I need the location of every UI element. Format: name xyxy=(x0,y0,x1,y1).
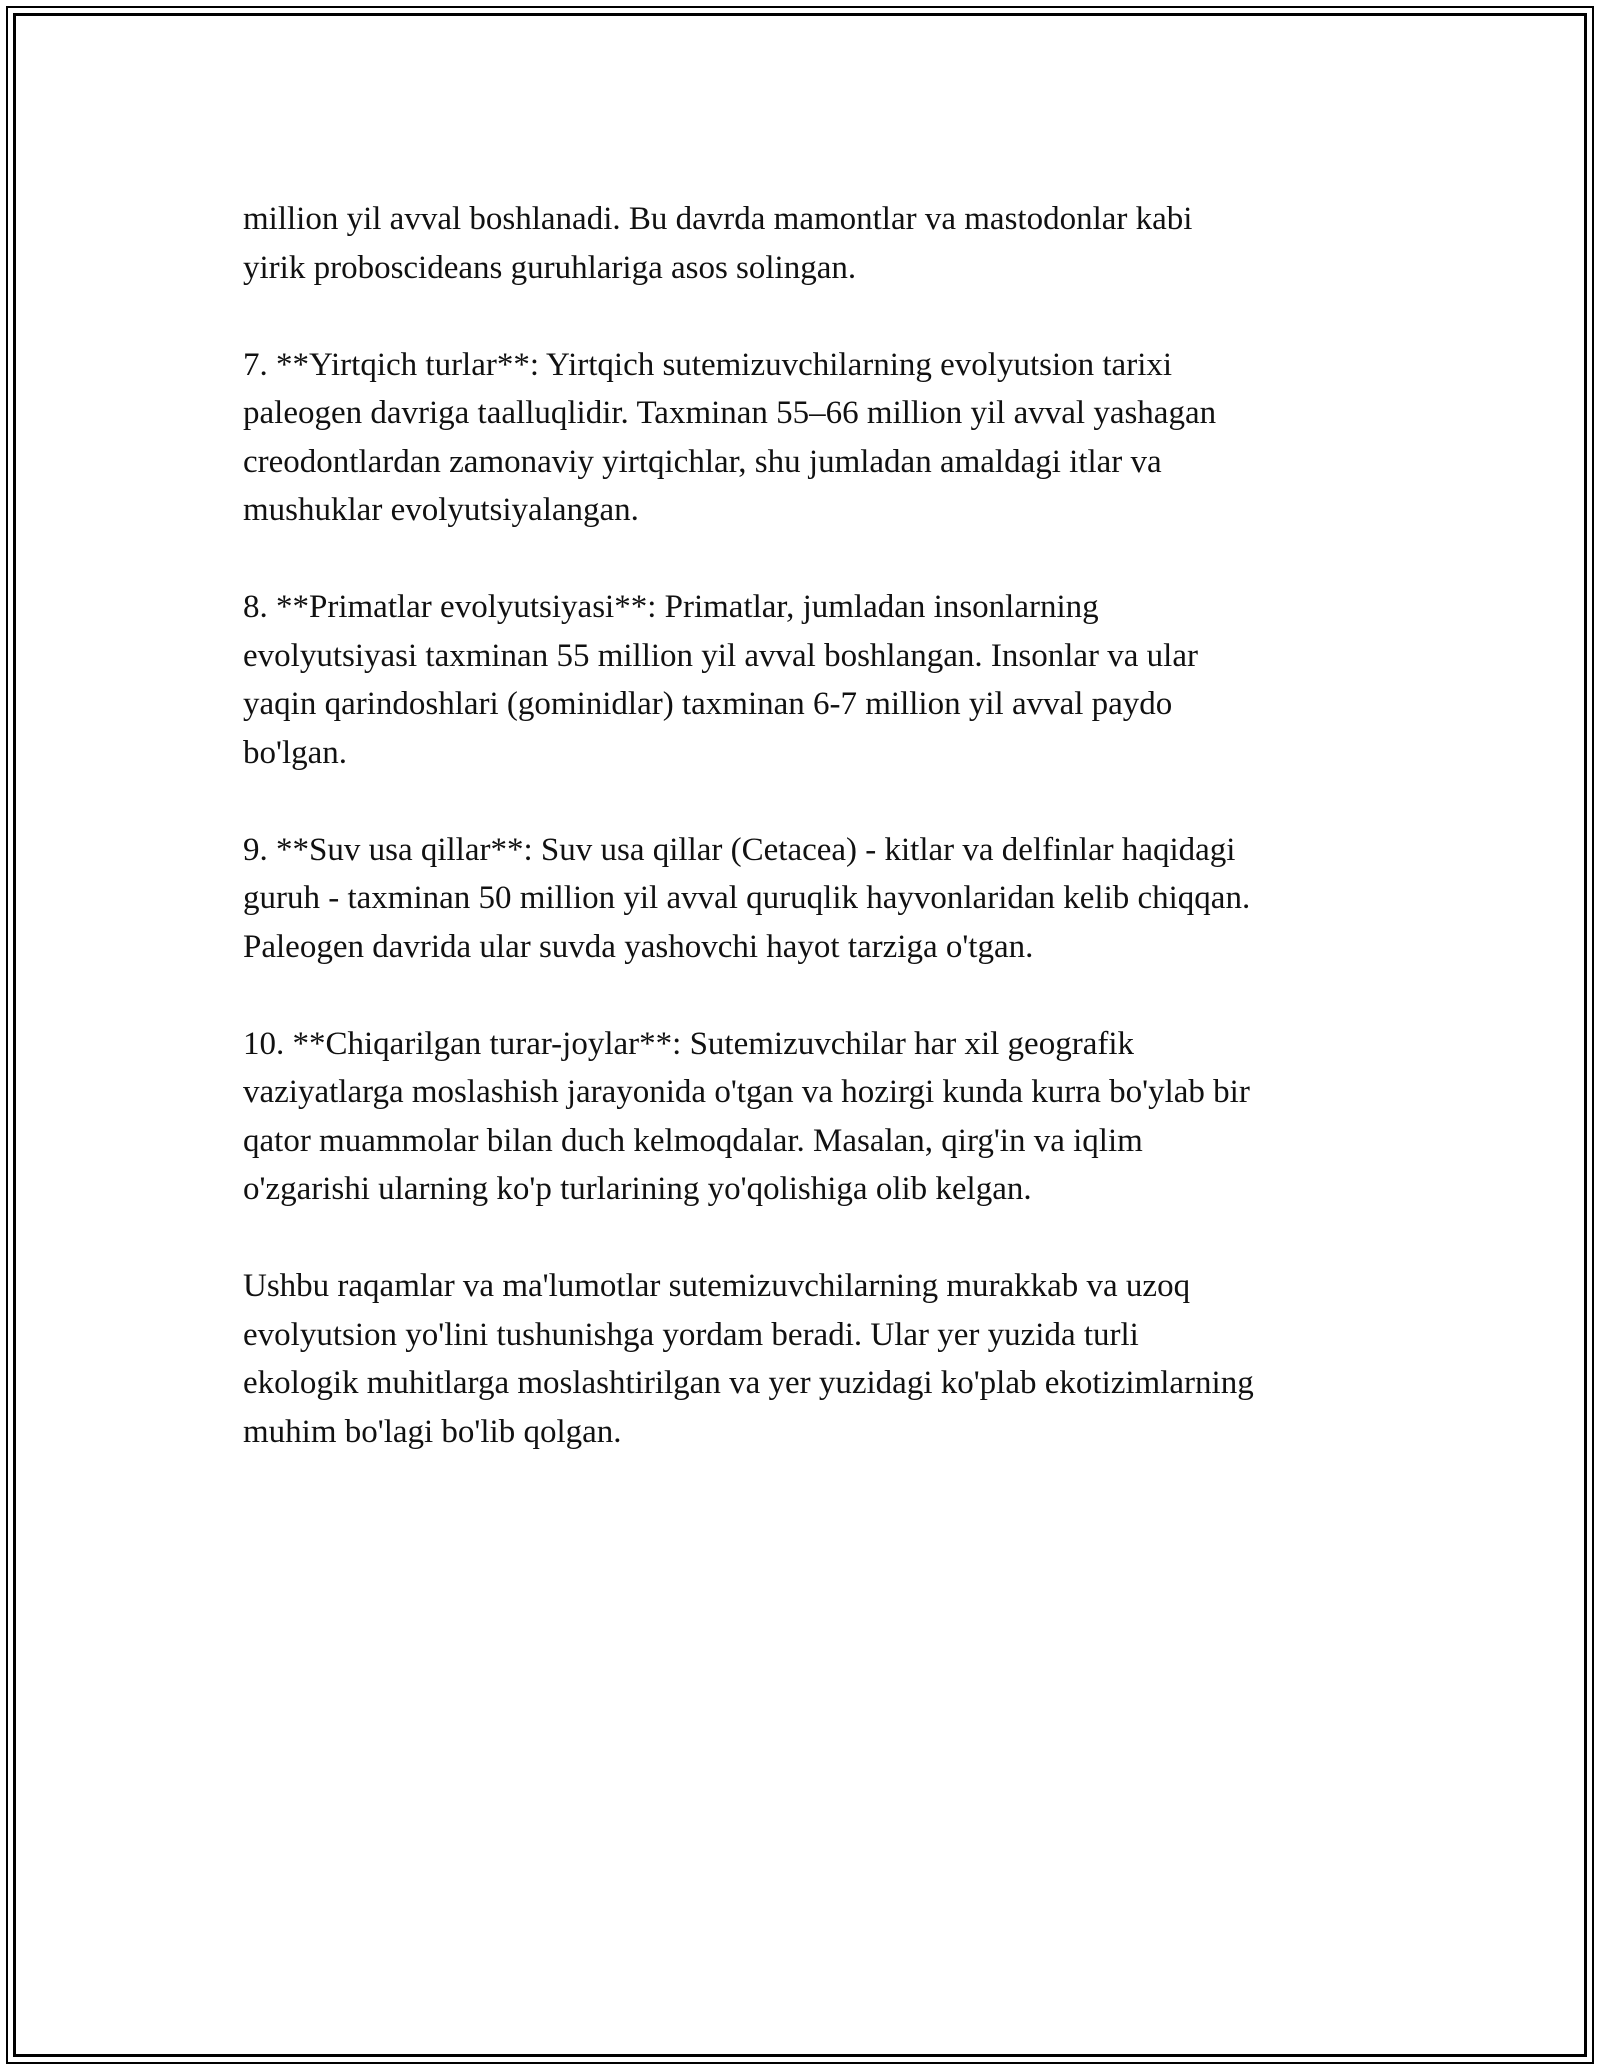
paragraph-item-8 xyxy=(243,583,1383,777)
page-frame xyxy=(6,6,1594,2064)
text-line: guruh - taxminan 50 million yil avval quruqlik hayvonlaridan kelib chiqqan. xyxy=(243,880,1251,916)
text-line: 8. **Primatlar evolyutsiyasi**: Primatlar, jumladan insonlarning xyxy=(243,589,1099,625)
text-line: 10. **Chiqarilgan turar-joylar**: Sutemizuvchilar har xil geografik xyxy=(243,1025,1134,1062)
paragraph-item-7 xyxy=(243,341,1383,535)
paragraph-continuation xyxy=(243,195,1383,292)
text-line: 7. **Yirtqich turlar**: Yirtqich sutemizuvchilarning evolyutsion tarixi xyxy=(243,346,1173,383)
text-line: muhim bo'lagi bo'lib qolgan. xyxy=(243,1413,622,1450)
text-line: million yil avval boshlanadi. Bu davrda mamontlar va mastodonlar kabi xyxy=(243,201,1193,237)
text-line: Ushbu raqamlar va ma'lumotlar sutemizuvchilarning murakkab va uzoq xyxy=(243,1268,1191,1304)
text-line: qator muammolar bilan duch kelmoqdalar. Masalan, qirg'in va iqlim xyxy=(243,1122,1143,1159)
text-line: 9. **Suv usa qillar**: Suv usa qillar (Cetacea) - kitlar va delfinlar haqidagi xyxy=(243,831,1236,868)
paragraph-conclusion xyxy=(243,1262,1383,1456)
document-body xyxy=(243,195,1383,1505)
text-line: yaqin qarindoshlari (gominidlar) taxminan 6-7 million yil avval paydo xyxy=(243,686,1173,722)
text-line: bo'lgan. xyxy=(243,734,348,771)
text-line: yirik proboscideans guruhlariga asos solingan. xyxy=(243,249,857,286)
paragraph-item-10 xyxy=(243,1020,1383,1214)
paragraph-item-9 xyxy=(243,826,1383,972)
text-line: creodontlardan zamonaviy yirtqichlar, shu jumladan amaldagi itlar va xyxy=(243,443,1162,480)
text-line: o'zgarishi ularning ko'p turlarining yo'qolishiga olib kelgan. xyxy=(243,1171,1032,1207)
text-line: paleogen davriga taalluqlidir. Taxminan 55–66 million yil avval yashagan xyxy=(243,395,1217,431)
text-line: mushuklar evolyutsiyalangan. xyxy=(243,492,639,528)
text-line: vaziyatlarga moslashish jarayonida o'tgan va hozirgi kunda kurra bo'ylab bir xyxy=(243,1074,1250,1110)
text-line: evolyutsion yo'lini tushunishga yordam beradi. Ular yer yuzida turli xyxy=(243,1316,1139,1353)
text-line: ekologik muhitlarga moslashtirilgan va yer yuzidagi ko'plab ekotizimlarning xyxy=(243,1365,1254,1401)
text-line: Paleogen davrida ular suvda yashovchi hayot tarziga o'tgan. xyxy=(243,928,1034,965)
text-line: evolyutsiyasi taxminan 55 million yil avval boshlangan. Insonlar va ular xyxy=(243,637,1198,674)
